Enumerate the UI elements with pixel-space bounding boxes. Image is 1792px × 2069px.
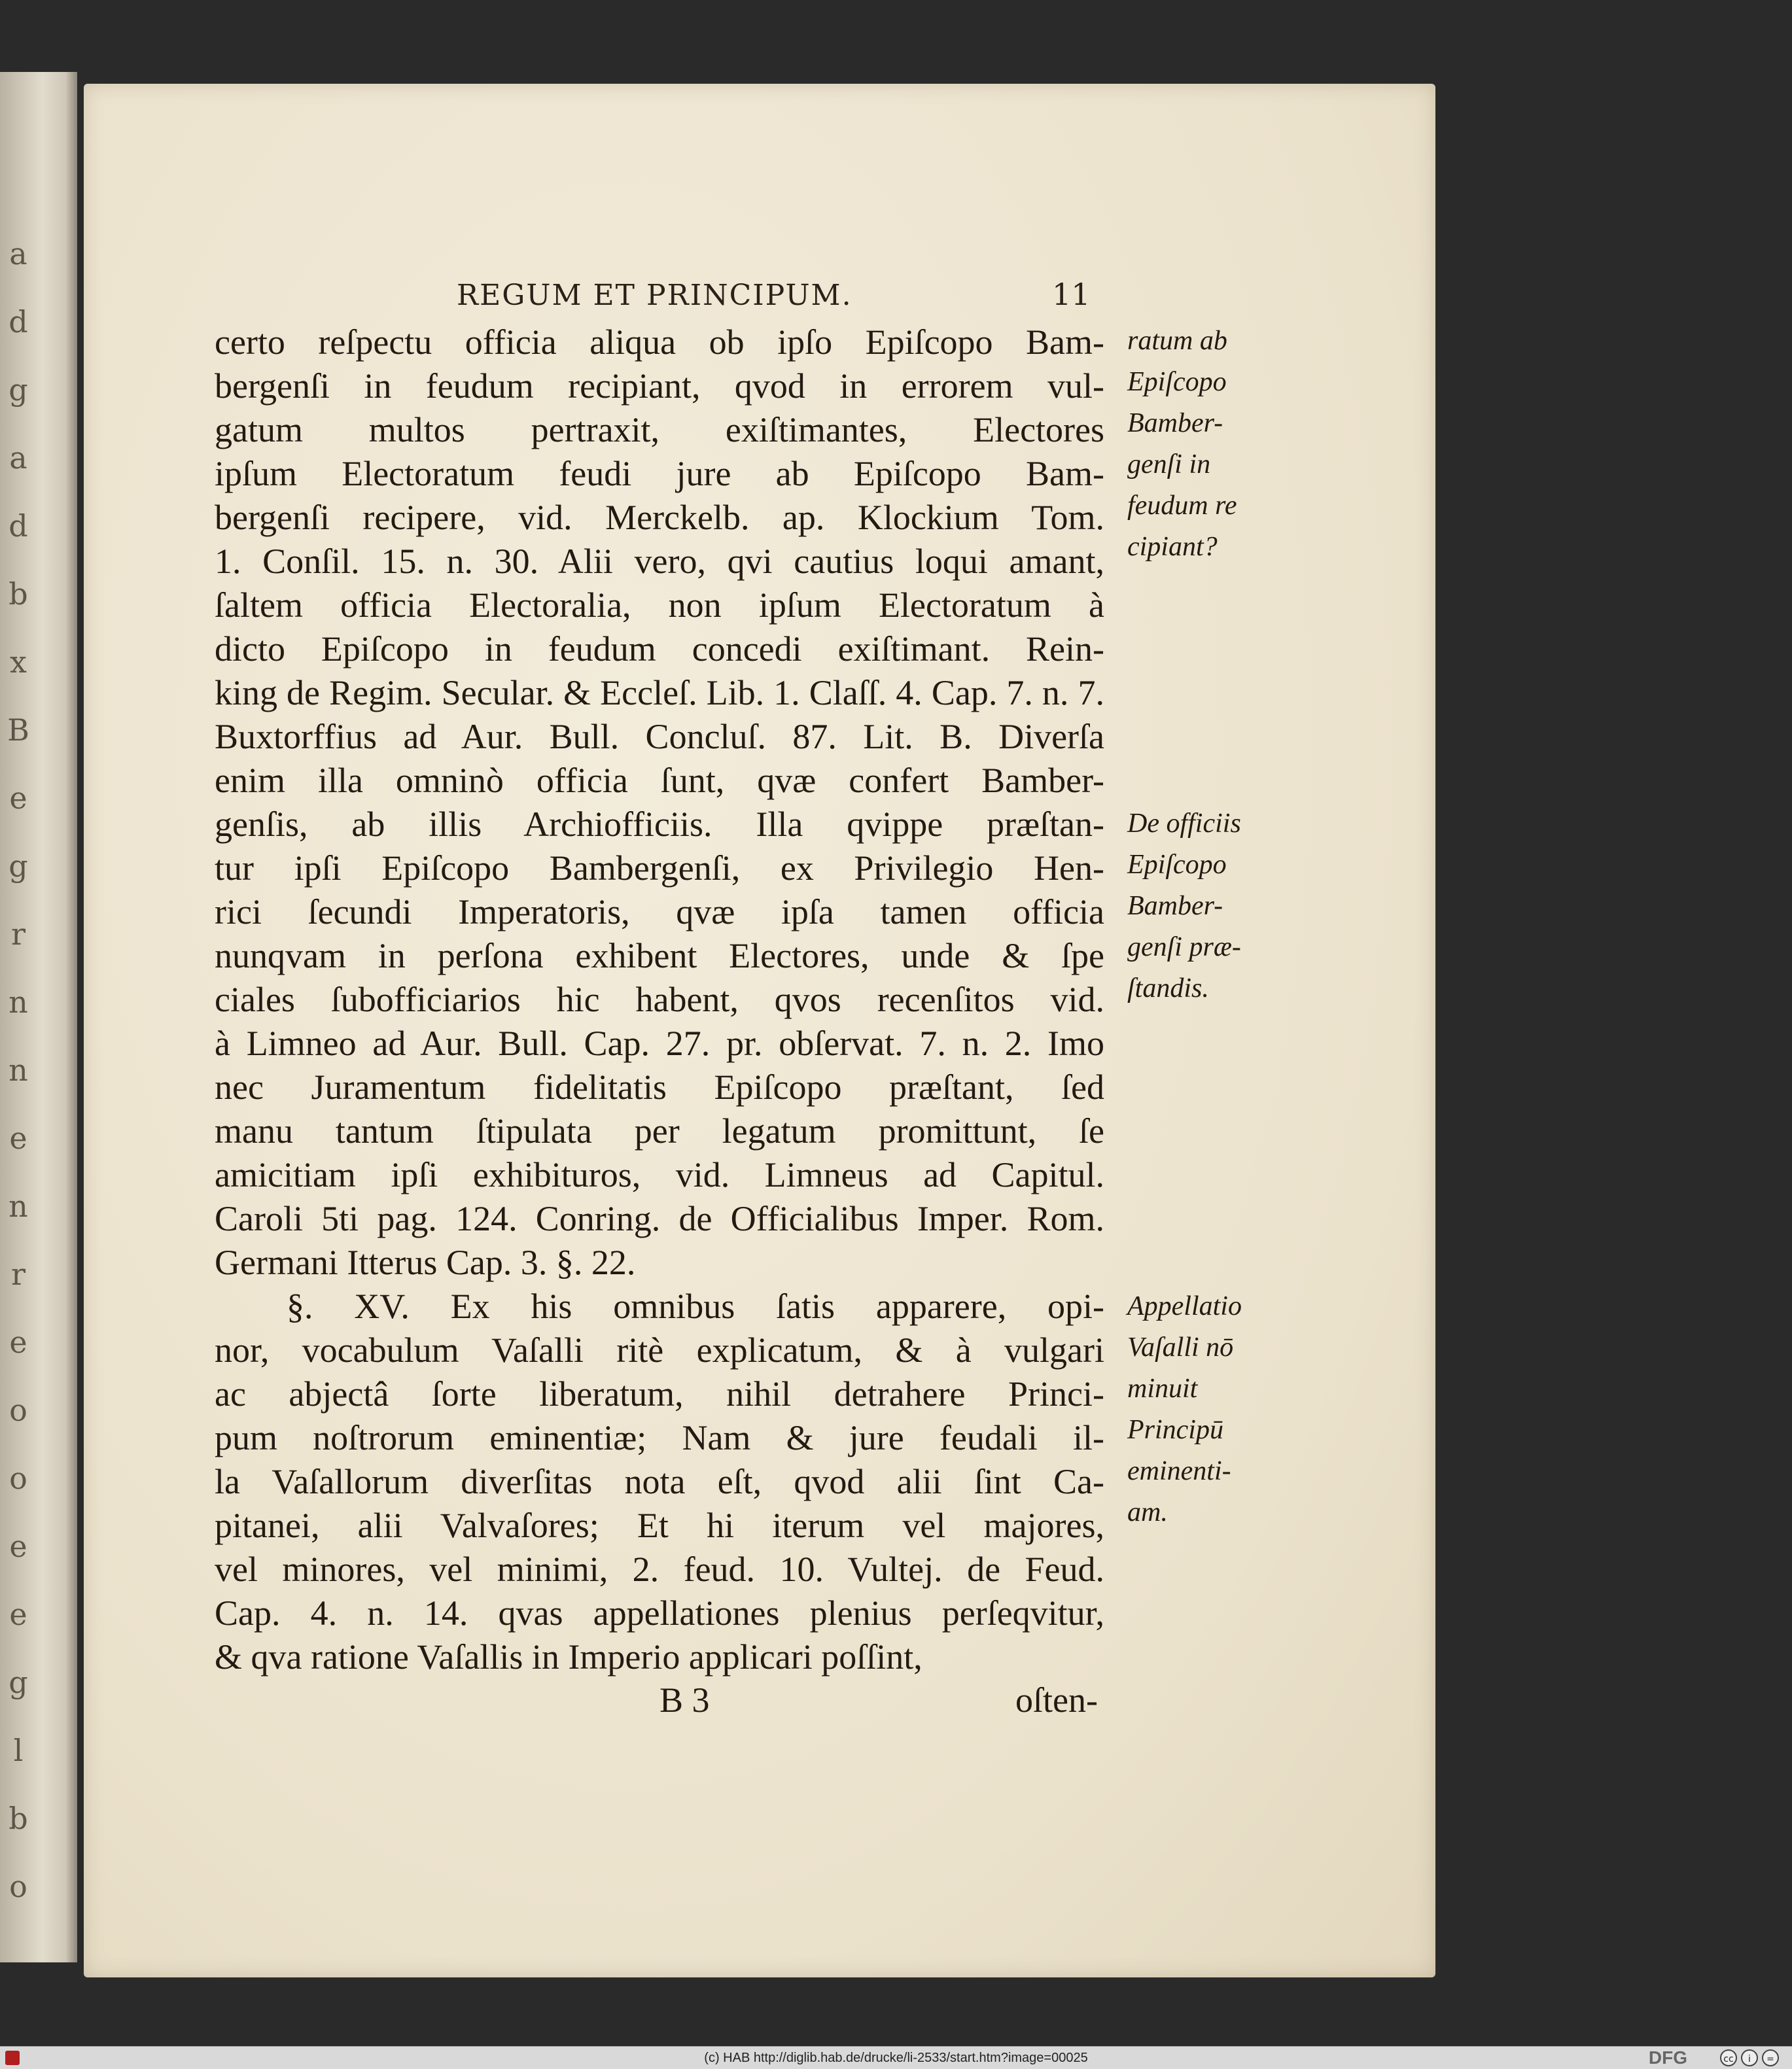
left-page-fragment: g: [9, 372, 28, 408]
text-line: ciales ſubofficiarios hic habent, qvos recenſitos vid.: [215, 980, 1104, 1019]
text-line: 1. Conſil. 15. n. 30. Alii vero, qvi cautius loqui amant,: [215, 542, 1104, 581]
margin-note-line: genſi in: [1127, 449, 1211, 479]
margin-note-line: Bamber-: [1127, 408, 1223, 438]
signature-mark: B 3: [659, 1680, 710, 1720]
left-page-fragment: n: [9, 1189, 28, 1224]
catchword: oſten-: [1015, 1680, 1098, 1720]
text-line: bergenſi recipere, vid. Merckelb. ap. Klockium Tom.: [215, 498, 1104, 537]
text-line: manu tantum ſtipulata per legatum promittunt, ſe: [215, 1111, 1104, 1151]
copyright-credit: (c) HAB http://diglib.hab.de/drucke/li-2533/start.htm?image=00025: [704, 2051, 1088, 2065]
margin-note-3: [1127, 1286, 1278, 1533]
margin-note-line: Bamber-: [1127, 891, 1223, 921]
by-icon: i: [1741, 2049, 1758, 2066]
margin-note-line: ratum ab: [1127, 326, 1227, 356]
left-page-fragment: e: [9, 1121, 27, 1156]
body-text: [215, 321, 1104, 1679]
left-page-fragment: B: [7, 712, 29, 748]
margin-note-line: cipiant?: [1127, 532, 1218, 562]
dfg-logo: DFG: [1648, 2047, 1687, 2068]
text-line: pitanei, alii Valvaſores; Et hi iterum vel majores,: [215, 1506, 1104, 1545]
left-page-fragment: e: [9, 1529, 27, 1564]
margin-note-line: am.: [1127, 1497, 1168, 1527]
text-line: & qva ratione Vaſallis in Imperio applicari poſſint,: [215, 1637, 922, 1677]
left-page-fragment: d: [9, 304, 28, 339]
running-title: REGUM ET PRINCIPUM.: [457, 279, 852, 312]
text-line: la Vaſallorum diverſitas nota eſt, qvod alii ſint Ca-: [215, 1462, 1104, 1501]
left-page-fragment: e: [9, 1325, 27, 1360]
left-page-fragment: o: [9, 1393, 27, 1428]
cc-icon: cc: [1720, 2049, 1737, 2066]
text-line: vel minores, vel minimi, 2. feud. 10. Vultej. de Feud.: [215, 1550, 1104, 1589]
margin-note-line: eminenti-: [1127, 1456, 1231, 1486]
margin-note-line: Epiſcopo: [1127, 367, 1227, 397]
margin-note-line: feudum re: [1127, 491, 1237, 521]
text-line: Germani Itterus Cap. 3. §. 22.: [215, 1243, 636, 1282]
left-page-fragment: r: [11, 916, 26, 952]
margin-note-1: [1127, 321, 1278, 568]
left-page-fragment: r: [11, 1257, 26, 1292]
left-page-fragment: o: [9, 1869, 27, 1904]
margin-note-line: minuit: [1127, 1374, 1198, 1404]
text-line: rici ſecundi Imperatoris, qvæ ipſa tamen officia: [215, 892, 1104, 931]
left-page-fragment: x: [10, 644, 27, 680]
text-line: Caroli 5ti pag. 124. Conring. de Officialibus Imper. Rom.: [215, 1199, 1104, 1238]
text-line: king de Regim. Secular. & Eccleſ. Lib. 1. Claſſ. 4. Cap. 7. n. 7.: [215, 673, 1104, 712]
left-page-fragment: l: [13, 1733, 24, 1768]
text-line: Buxtorffius ad Aur. Bull. Concluſ. 87. Lit. B. Diverſa: [215, 717, 1104, 756]
margin-note-line: De officiis: [1127, 808, 1241, 839]
text-line: nor, vocabulum Vaſalli ritè explicatum, & à vulgari: [215, 1330, 1104, 1370]
sa-icon: =: [1762, 2049, 1779, 2066]
margin-note-2: [1127, 803, 1278, 1009]
text-line: ipſum Electoratum feudi jure ab Epiſcopo Bam-: [215, 454, 1104, 493]
text-line: certo reſpectu officia aliqua ob ipſo Epiſcopo Bam-: [215, 322, 1104, 362]
left-page-fragment: o: [9, 1461, 27, 1496]
viewer-footer: [0, 2046, 1792, 2069]
text-line: à Limneo ad Aur. Bull. Cap. 27. pr. obſervat. 7. n. 2. Imo: [215, 1024, 1104, 1063]
left-page-fragment: b: [9, 1801, 28, 1836]
catchword-line: [215, 1680, 1104, 1724]
text-line: pum noſtrorum eminentiæ; Nam & jure feudali il-: [215, 1418, 1104, 1457]
margin-note-line: Vaſalli nō: [1127, 1332, 1234, 1363]
margin-note-line: Principū: [1127, 1415, 1223, 1445]
left-page-fragment: e: [9, 780, 27, 816]
text-line: bergenſi in feudum recipiant, qvod in errorem vul-: [215, 366, 1104, 406]
left-page-fragment: a: [9, 236, 27, 271]
text-line: dicto Epiſcopo in feudum concedi exiſtimant. Rein-: [215, 629, 1104, 669]
margin-note-line: Epiſcopo: [1127, 850, 1227, 880]
left-page-fragment: n: [9, 1052, 28, 1088]
text-line: nec Juramentum fidelitatis Epiſcopo præſtant, ſed: [215, 1068, 1104, 1107]
left-page-fragment: a: [9, 440, 27, 476]
left-page-fragment: d: [9, 508, 28, 544]
text-line: Cap. 4. n. 14. qvas appellationes plenius perſeqvitur,: [215, 1593, 1104, 1633]
text-line: ac abjectâ ſorte liberatum, nihil detrahere Princi-: [215, 1374, 1104, 1414]
left-page-fragment: g: [9, 848, 28, 884]
margin-note-line: genſi præ-: [1127, 932, 1241, 962]
left-page-fragment: g: [9, 1665, 28, 1700]
margin-note-line: ſtandis.: [1127, 973, 1209, 1003]
page-number: 11: [1052, 277, 1091, 312]
text-line: gatum multos pertraxit, exiſtimantes, Electores: [215, 410, 1104, 449]
text-line: ſaltem officia Electoralia, non ipſum Electoratum à: [215, 585, 1104, 625]
adjacent-page-edge: [0, 72, 77, 1962]
left-page-fragment: e: [9, 1597, 27, 1632]
left-page-fragment: n: [9, 984, 28, 1020]
text-line: amicitiam ipſi exhibituros, vid. Limneus ad Capitul.: [215, 1155, 1104, 1194]
text-line: §. XV. Ex his omnibus ſatis apparere, opi-: [287, 1287, 1104, 1326]
text-line: nunqvam in perſona exhibent Electores, unde & ſpe: [215, 936, 1104, 975]
license-icons: [1720, 2049, 1779, 2066]
book-page: [84, 84, 1435, 1977]
text-line: genſis, ab illis Archiofficiis. Illa qvippe præſtan-: [215, 805, 1104, 844]
text-line: enim illa omninò officia ſunt, qvæ confert Bamber-: [215, 761, 1104, 800]
text-line: tur ipſi Epiſcopo Bambergenſi, ex Privilegio Hen-: [215, 848, 1104, 888]
left-page-fragment: b: [9, 576, 28, 612]
margin-note-line: Appellatio: [1127, 1291, 1242, 1321]
